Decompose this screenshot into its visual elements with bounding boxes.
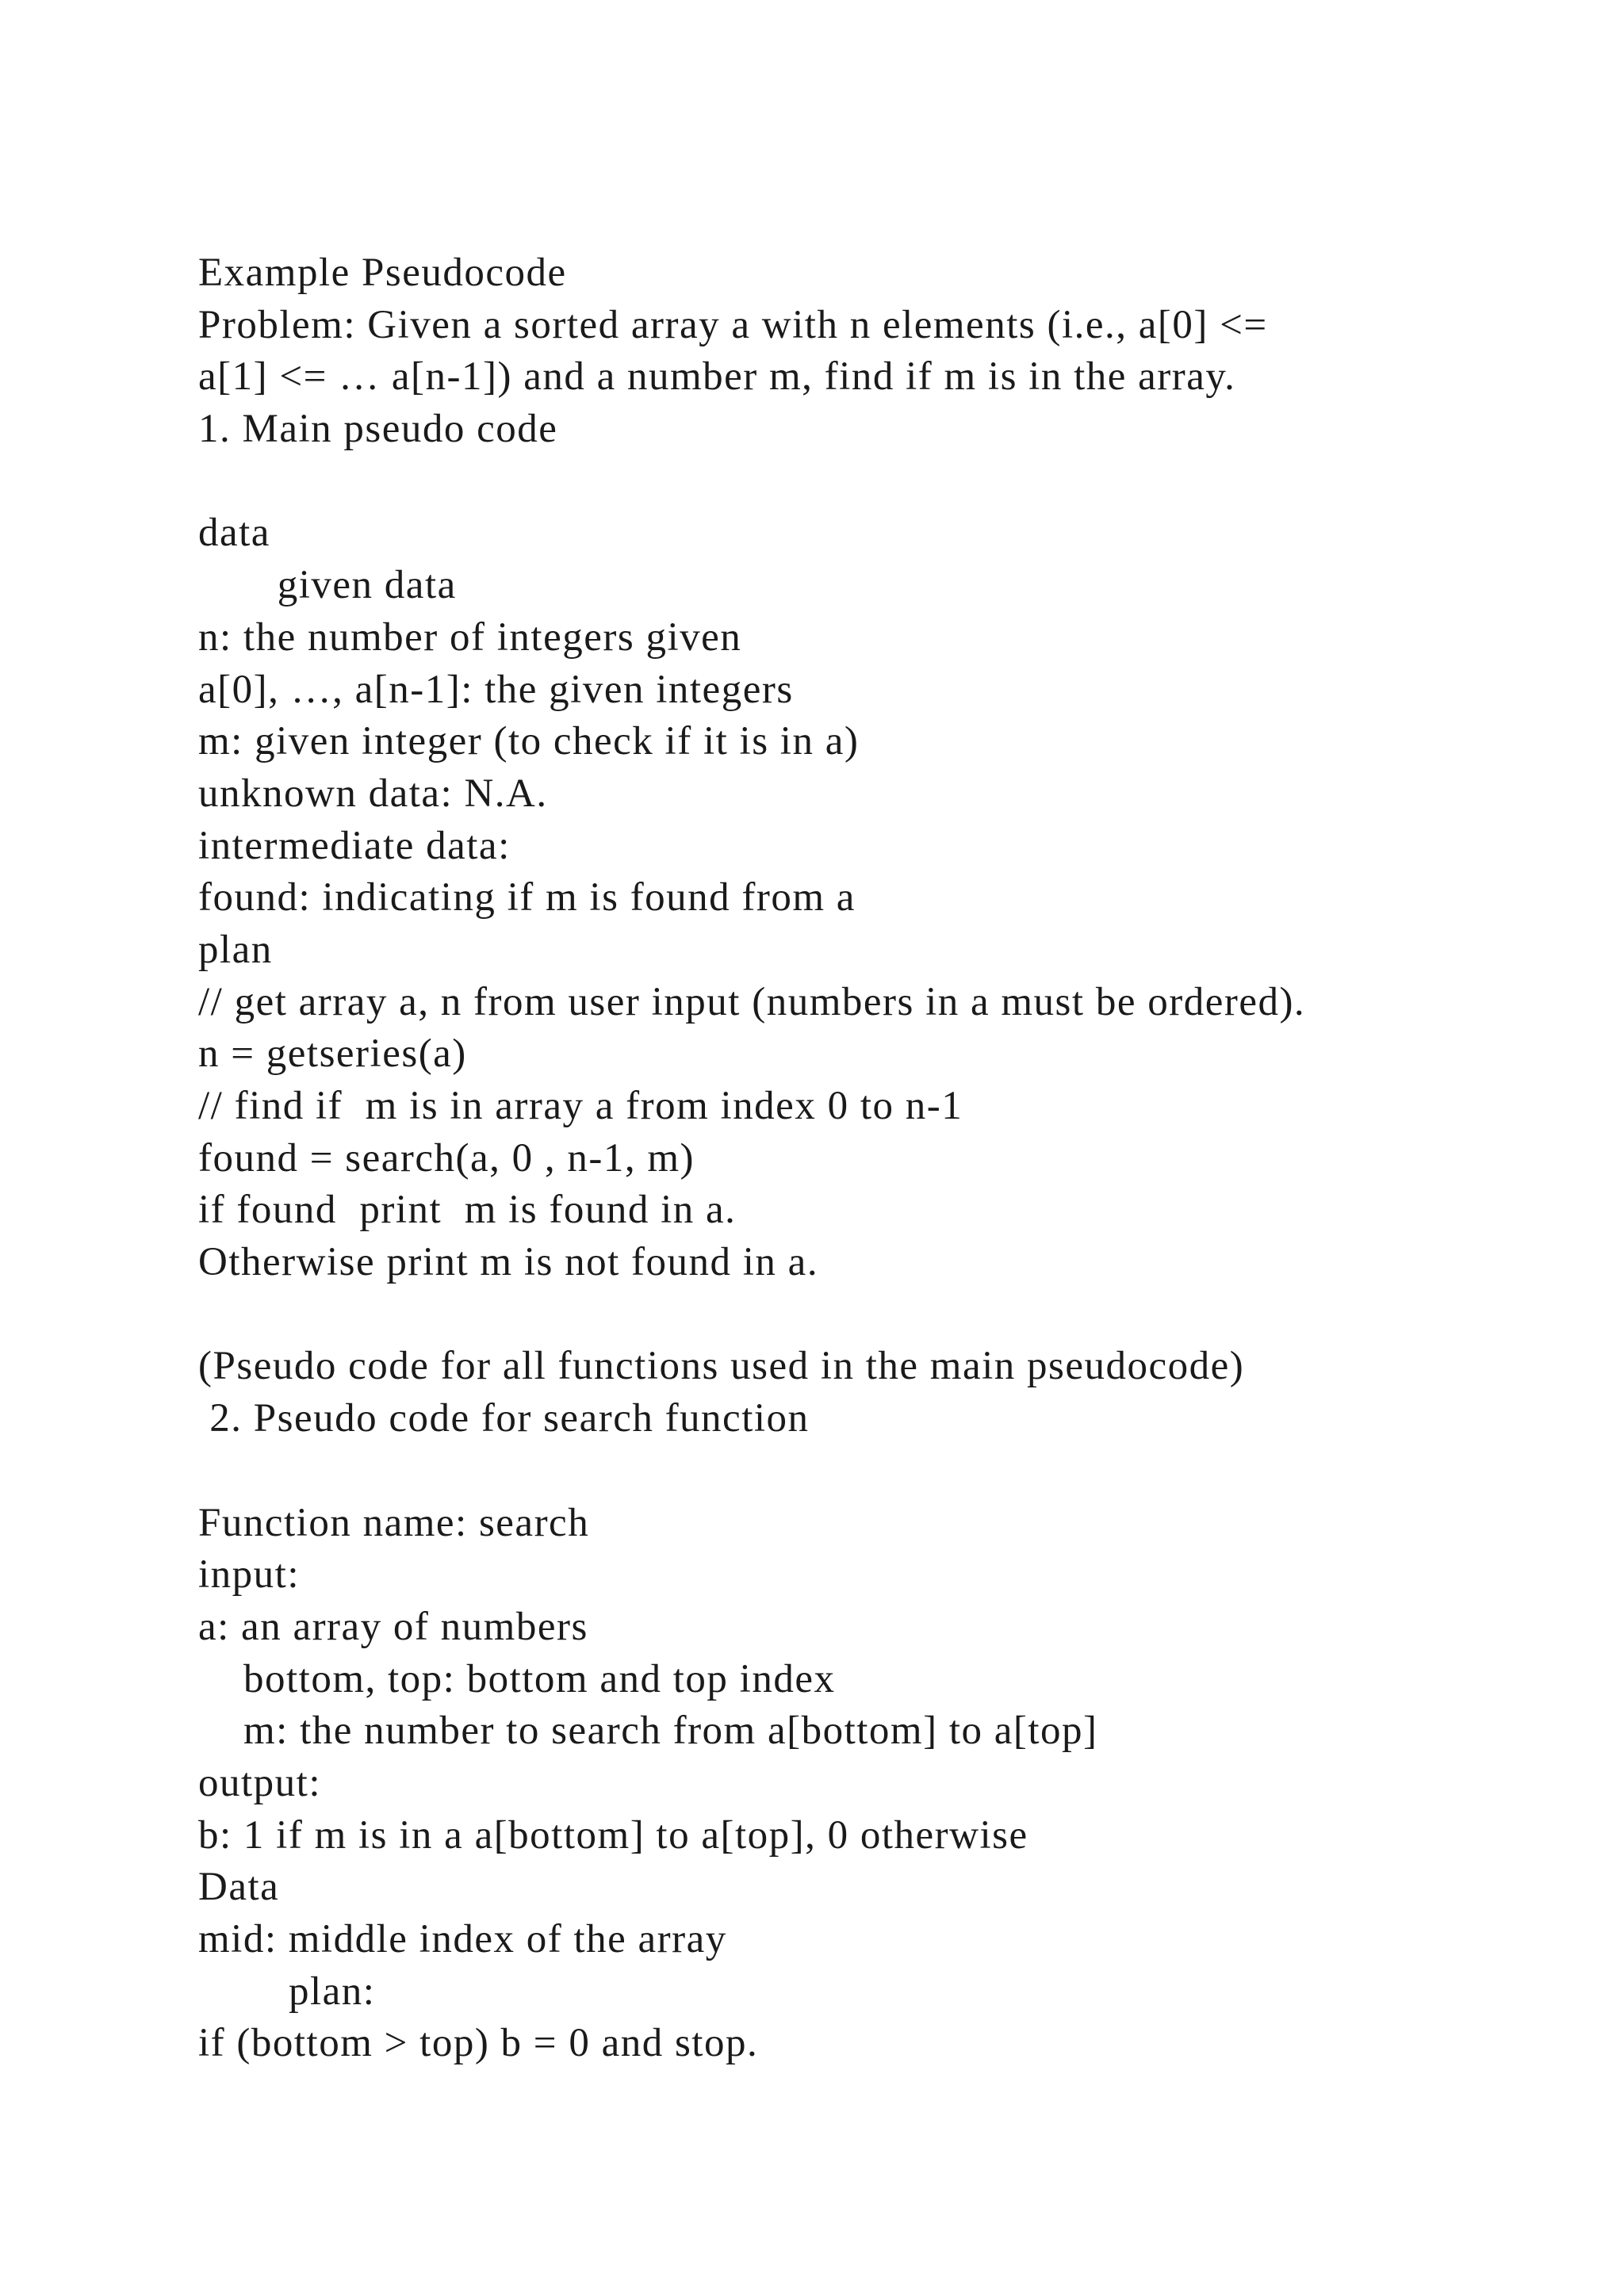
text-line: n: the number of integers given (198, 614, 742, 660)
text-line: found = search(a, 0 , n-1, m) (198, 1135, 695, 1181)
problem-line-1: Problem: Given a sorted array a with n elements (i.e., a[0] <= (198, 302, 1268, 347)
text-line: bottom, top: bottom and top index (198, 1656, 836, 1701)
text-line: b: 1 if m is in a a[bottom] to a[top], 0 otherwise (198, 1812, 1028, 1858)
text-line: m: given integer (to check if it is in a) (198, 719, 860, 764)
problem-line-2: a[1] <= … a[n-1]) and a number m, find if m is in the array. (198, 354, 1236, 400)
text-line: unknown data: N.A. (198, 771, 548, 816)
text-line: found: indicating if m is found from a (198, 875, 856, 920)
blank-line (198, 456, 1594, 508)
text-line: (Pseudo code for all functions used in the main pseudocode) (198, 1344, 1245, 1389)
text-line: Data (198, 1865, 280, 1910)
section-heading-search: 2. Pseudo code for search function (198, 1396, 810, 1441)
text-line: if found print m is found in a. (198, 1188, 737, 1233)
text-line: m: the number to search from a[bottom] to a[top] (198, 1709, 1098, 1754)
blank-line (198, 1289, 1594, 1341)
text-line: mid: middle index of the array (198, 1917, 727, 1961)
text-line: Otherwise print m is not found in a. (198, 1240, 819, 1285)
text-line: // get array a, n from user input (numbers in a must be ordered). (198, 979, 1306, 1024)
text-line: intermediate data: (198, 823, 511, 868)
text-line: output: (198, 1760, 322, 1805)
pseudocode-text (198, 247, 1594, 2070)
section-heading-main: 1. Main pseudo code (198, 407, 558, 452)
text-line: input: (198, 1552, 301, 1598)
text-line: // find if m is in array a from index 0 to n-1 (198, 1084, 963, 1128)
text-line: plan (198, 927, 273, 972)
text-line: if (bottom > top) b = 0 and stop. (198, 2021, 759, 2066)
text-line: Function name: search (198, 1500, 590, 1545)
text-line: data (198, 511, 270, 556)
text-line: a: an array of numbers (198, 1604, 588, 1649)
text-line: n = getseries(a) (198, 1031, 467, 1077)
text-line: plan: (198, 1969, 376, 2014)
text-line: given data (198, 563, 457, 608)
text-line: a[0], …, a[n-1]: the given integers (198, 667, 794, 712)
blank-line (198, 1445, 1594, 1498)
document-title: Example Pseudocode (198, 251, 567, 295)
